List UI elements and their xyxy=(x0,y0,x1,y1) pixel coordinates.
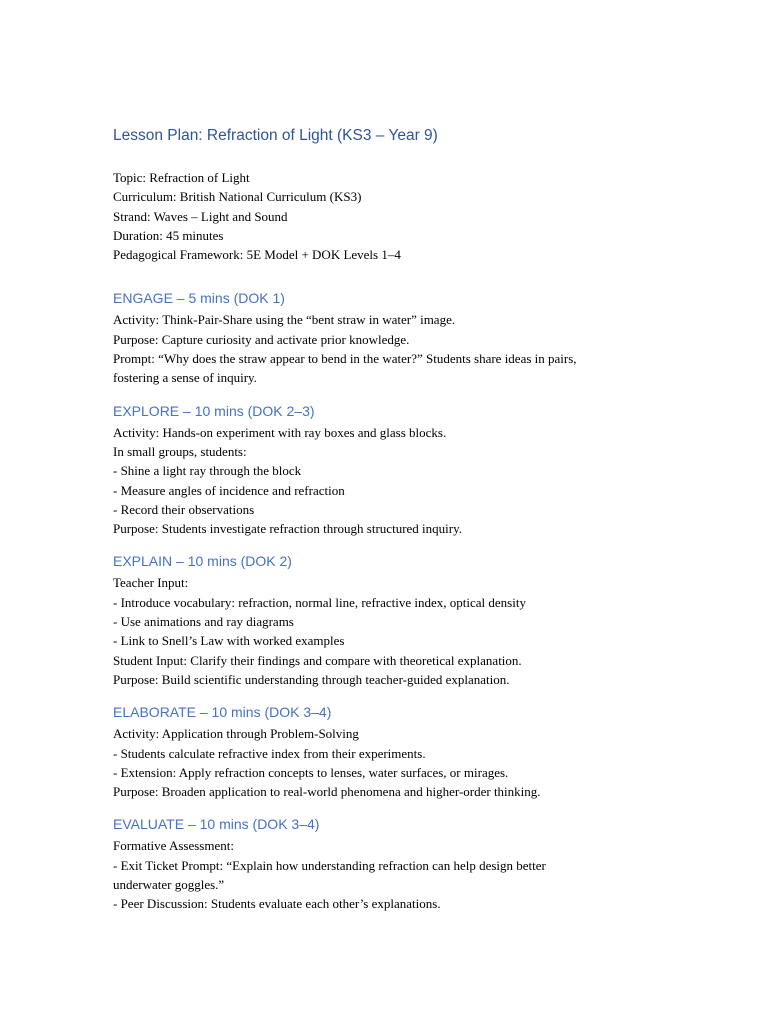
meta-framework: Pedagogical Framework: 5E Model + DOK Levels 1–4 xyxy=(113,247,401,263)
section-line: Purpose: Capture curiosity and activate prior knowledge. xyxy=(113,331,410,347)
section-line: - Peer Discussion: Students evaluate each other’s explanations. xyxy=(113,896,441,912)
meta-curriculum: Curriculum: British National Curriculum (KS3) xyxy=(113,189,362,205)
section-line: Activity: Application through Problem-Solving xyxy=(113,726,359,742)
section-line: - Use animations and ray diagrams xyxy=(113,614,294,630)
section-line: underwater goggles.” xyxy=(113,877,225,893)
section-elaborate xyxy=(113,702,673,801)
section-line: Purpose: Broaden application to real-world phenomena and higher-order thinking. xyxy=(113,784,541,800)
section-engage xyxy=(113,288,673,387)
section-line: - Students calculate refractive index from their experiments. xyxy=(113,745,426,761)
section-line: Formative Assessment: xyxy=(113,838,234,854)
section-line: Student Input: Clarify their findings and compare with theoretical explanation. xyxy=(113,652,522,668)
section-line: In small groups, students: xyxy=(113,443,247,459)
meta-strand: Strand: Waves – Light and Sound xyxy=(113,208,288,224)
section-line: fostering a sense of inquiry. xyxy=(113,370,257,386)
section-heading: ENGAGE – 5 mins (DOK 1) xyxy=(113,290,285,307)
meta-topic: Topic: Refraction of Light xyxy=(113,170,250,185)
section-line: - Measure angles of incidence and refraction xyxy=(113,482,345,498)
section-heading: ELABORATE – 10 mins (DOK 3–4) xyxy=(113,704,332,721)
document-content xyxy=(113,125,673,927)
page-title: Lesson Plan: Refraction of Light (KS3 – Year 9) xyxy=(113,127,438,144)
section-heading: EXPLAIN – 10 mins (DOK 2) xyxy=(113,553,292,570)
section-line: Prompt: “Why does the straw appear to bend in the water?” Students share ideas in pairs, xyxy=(113,351,577,367)
section-line: Purpose: Build scientific understanding through teacher-guided explanation. xyxy=(113,671,510,687)
section-explore xyxy=(113,401,673,539)
section-line: - Extension: Apply refraction concepts to lenses, water surfaces, or mirages. xyxy=(113,764,509,780)
section-line: Purpose: Students investigate refraction through structured inquiry. xyxy=(113,521,463,537)
section-heading: EXPLORE – 10 mins (DOK 2–3) xyxy=(113,402,315,419)
section-line: Teacher Input: xyxy=(113,575,189,591)
section-line: - Record their observations xyxy=(113,501,255,517)
section-evaluate xyxy=(113,814,673,913)
meta-duration: Duration: 45 minutes xyxy=(113,227,224,243)
section-line: Activity: Think-Pair-Share using the “bent straw in water” image. xyxy=(113,312,456,328)
section-heading: EVALUATE – 10 mins (DOK 3–4) xyxy=(113,816,320,833)
section-line: Activity: Hands-on experiment with ray boxes and glass blocks. xyxy=(113,424,447,440)
section-line: - Introduce vocabulary: refraction, normal line, refractive index, optical density xyxy=(113,594,526,610)
section-line: - Shine a light ray through the block xyxy=(113,463,302,479)
section-line: - Link to Snell’s Law with worked examples xyxy=(113,633,345,649)
lesson-meta xyxy=(113,168,673,264)
section-explain xyxy=(113,551,673,689)
section-line: - Exit Ticket Prompt: “Explain how understanding refraction can help design better xyxy=(113,857,546,873)
